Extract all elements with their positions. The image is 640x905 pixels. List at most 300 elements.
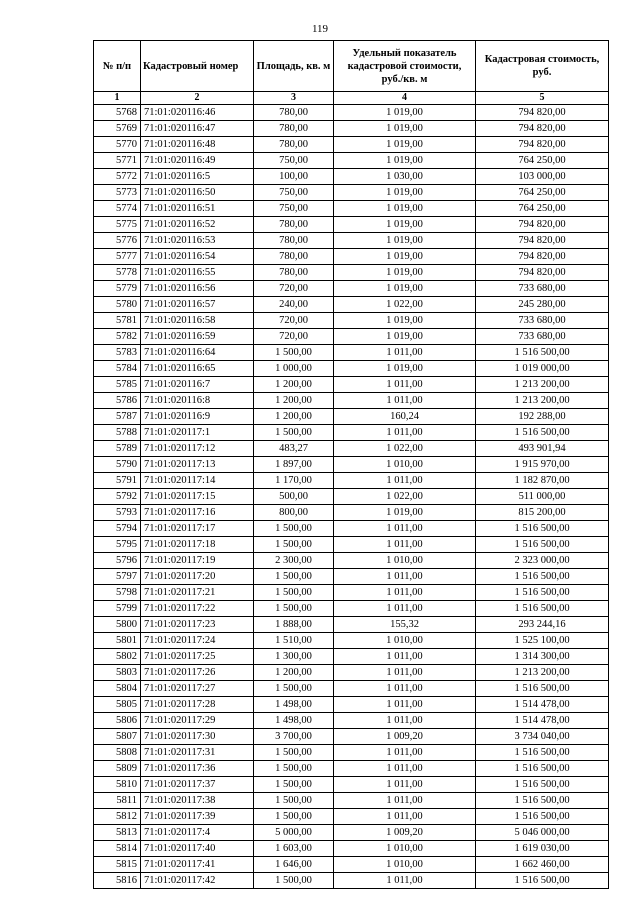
cadastral-value-cell: 1 182 870,00 [476,473,609,489]
unit-value-cell: 1 009,20 [334,729,476,745]
table-row [94,585,609,601]
cadastral-value-cell: 192 288,00 [476,409,609,425]
row-number-cell: 5798 [94,585,141,601]
unit-value-cell: 1 022,00 [334,297,476,313]
cadastral-value-cell: 1 619 030,00 [476,841,609,857]
column-number: 2 [141,92,254,105]
row-number-cell: 5779 [94,281,141,297]
row-number-cell: 5771 [94,153,141,169]
cadastral-number-cell: 71:01:020117:36 [141,761,254,777]
unit-value-cell: 1 010,00 [334,633,476,649]
table-row [94,681,609,697]
area-cell: 1 500,00 [254,585,334,601]
cadastral-number-cell: 71:01:020117:29 [141,713,254,729]
cadastral-value-cell: 1 516 500,00 [476,521,609,537]
unit-value-cell: 1 011,00 [334,473,476,489]
cadastral-number-cell: 71:01:020117:38 [141,793,254,809]
cadastral-number-cell: 71:01:020117:42 [141,873,254,889]
table-row [94,873,609,889]
row-number-cell: 5802 [94,649,141,665]
area-cell: 1 500,00 [254,777,334,793]
area-cell: 780,00 [254,217,334,233]
cadastral-value-cell: 293 244,16 [476,617,609,633]
table-row [94,553,609,569]
unit-value-cell: 1 011,00 [334,537,476,553]
row-number-cell: 5770 [94,137,141,153]
table-row [94,649,609,665]
cadastral-value-cell: 764 250,00 [476,185,609,201]
table-row [94,153,609,169]
unit-value-cell: 160,24 [334,409,476,425]
cadastral-number-cell: 71:01:020117:24 [141,633,254,649]
unit-value-cell: 1 019,00 [334,137,476,153]
table-row [94,825,609,841]
row-number-cell: 5816 [94,873,141,889]
row-number-cell: 5793 [94,505,141,521]
area-cell: 240,00 [254,297,334,313]
cadastral-number-cell: 71:01:020117:37 [141,777,254,793]
table-row [94,489,609,505]
table-row [94,841,609,857]
area-cell: 780,00 [254,249,334,265]
cadastral-value-cell: 5 046 000,00 [476,825,609,841]
cadastral-number-cell: 71:01:020116:49 [141,153,254,169]
unit-value-cell: 1 030,00 [334,169,476,185]
area-cell: 1 510,00 [254,633,334,649]
unit-value-cell: 1 010,00 [334,553,476,569]
unit-value-cell: 1 011,00 [334,393,476,409]
table-row [94,217,609,233]
row-number-cell: 5801 [94,633,141,649]
table-row [94,425,609,441]
header-row [94,41,609,92]
cadastral-value-cell: 1 516 500,00 [476,585,609,601]
table-row [94,665,609,681]
table-row [94,761,609,777]
cadastral-value-cell: 733 680,00 [476,329,609,345]
unit-value-cell: 1 022,00 [334,489,476,505]
unit-value-cell: 1 011,00 [334,569,476,585]
row-number-cell: 5815 [94,857,141,873]
row-number-cell: 5799 [94,601,141,617]
cadastral-value-cell: 1 915 970,00 [476,457,609,473]
table-row [94,793,609,809]
area-cell: 720,00 [254,329,334,345]
table-row [94,265,609,281]
unit-value-cell: 1 011,00 [334,345,476,361]
row-number-cell: 5806 [94,713,141,729]
unit-value-cell: 1 011,00 [334,601,476,617]
area-cell: 1 000,00 [254,361,334,377]
table-row [94,201,609,217]
row-number-cell: 5796 [94,553,141,569]
table-row [94,297,609,313]
table-row [94,393,609,409]
row-number-cell: 5797 [94,569,141,585]
unit-value-cell: 1 011,00 [334,809,476,825]
area-cell: 1 300,00 [254,649,334,665]
cadastral-number-cell: 71:01:020116:53 [141,233,254,249]
area-cell: 800,00 [254,505,334,521]
cadastral-number-cell: 71:01:020116:65 [141,361,254,377]
unit-value-cell: 1 011,00 [334,777,476,793]
row-number-cell: 5782 [94,329,141,345]
cadastral-value-cell: 1 516 500,00 [476,809,609,825]
area-cell: 1 498,00 [254,697,334,713]
table-row [94,633,609,649]
table-row [94,329,609,345]
table-row [94,505,609,521]
row-number-cell: 5786 [94,393,141,409]
table-row [94,473,609,489]
cadastral-number-cell: 71:01:020117:16 [141,505,254,521]
unit-value-cell: 1 011,00 [334,665,476,681]
table-row [94,121,609,137]
cadastral-number-cell: 71:01:020117:27 [141,681,254,697]
area-cell: 1 200,00 [254,665,334,681]
table-row [94,233,609,249]
unit-value-cell: 1 011,00 [334,649,476,665]
cadastral-value-cell: 1 314 300,00 [476,649,609,665]
table-row [94,457,609,473]
area-cell: 1 500,00 [254,761,334,777]
cadastral-value-cell: 245 280,00 [476,297,609,313]
row-number-cell: 5814 [94,841,141,857]
cadastral-value-cell: 1 516 500,00 [476,601,609,617]
table-row [94,697,609,713]
area-cell: 780,00 [254,105,334,121]
table-row [94,777,609,793]
unit-value-cell: 1 019,00 [334,361,476,377]
cadastral-number-cell: 71:01:020117:1 [141,425,254,441]
unit-value-cell: 1 022,00 [334,441,476,457]
unit-value-cell: 1 019,00 [334,201,476,217]
area-cell: 1 500,00 [254,793,334,809]
cadastral-value-cell: 1 514 478,00 [476,713,609,729]
cadastral-number-cell: 71:01:020117:12 [141,441,254,457]
area-cell: 1 500,00 [254,521,334,537]
unit-value-cell: 1 011,00 [334,521,476,537]
area-cell: 1 498,00 [254,713,334,729]
cadastral-number-cell: 71:01:020117:13 [141,457,254,473]
row-number-cell: 5773 [94,185,141,201]
table-row [94,537,609,553]
header-unit-value: Удельный показатель кадастровой стоимости, руб./кв. м [334,41,476,92]
table-row [94,521,609,537]
table-row [94,441,609,457]
cadastral-number-cell: 71:01:020117:18 [141,537,254,553]
table-row [94,857,609,873]
cadastral-number-cell: 71:01:020116:54 [141,249,254,265]
cadastral-number-cell: 71:01:020116:55 [141,265,254,281]
cadastral-value-cell: 794 820,00 [476,137,609,153]
cadastral-number-cell: 71:01:020117:21 [141,585,254,601]
row-number-cell: 5792 [94,489,141,505]
cadastral-value-cell: 1 516 500,00 [476,681,609,697]
cadastral-number-cell: 71:01:020117:19 [141,553,254,569]
cadastral-value-cell: 1 516 500,00 [476,793,609,809]
cadastral-number-cell: 71:01:020116:7 [141,377,254,393]
row-number-cell: 5769 [94,121,141,137]
table-row [94,745,609,761]
table-body [94,105,609,889]
area-cell: 500,00 [254,489,334,505]
row-number-cell: 5772 [94,169,141,185]
row-number-cell: 5787 [94,409,141,425]
cadastral-number-cell: 71:01:020117:23 [141,617,254,633]
cadastral-value-cell: 794 820,00 [476,233,609,249]
cadastral-number-cell: 71:01:020117:39 [141,809,254,825]
table-row [94,409,609,425]
area-cell: 1 500,00 [254,569,334,585]
cadastral-value-cell: 1 019 000,00 [476,361,609,377]
unit-value-cell: 1 011,00 [334,873,476,889]
row-number-cell: 5800 [94,617,141,633]
area-cell: 780,00 [254,121,334,137]
unit-value-cell: 1 019,00 [334,121,476,137]
area-cell: 1 500,00 [254,537,334,553]
row-number-cell: 5813 [94,825,141,841]
cadastral-number-cell: 71:01:020116:58 [141,313,254,329]
table-row [94,137,609,153]
unit-value-cell: 1 019,00 [334,265,476,281]
unit-value-cell: 1 011,00 [334,697,476,713]
cadastral-value-cell: 764 250,00 [476,201,609,217]
cadastral-value-cell: 493 901,94 [476,441,609,457]
area-cell: 780,00 [254,233,334,249]
area-cell: 1 603,00 [254,841,334,857]
table-row [94,249,609,265]
table-row [94,169,609,185]
area-cell: 1 646,00 [254,857,334,873]
area-cell: 1 500,00 [254,345,334,361]
cadastral-number-cell: 71:01:020117:26 [141,665,254,681]
area-cell: 750,00 [254,153,334,169]
cadastral-value-cell: 1 516 500,00 [476,761,609,777]
column-number: 5 [476,92,609,105]
row-number-cell: 5794 [94,521,141,537]
area-cell: 720,00 [254,313,334,329]
area-cell: 780,00 [254,265,334,281]
table-row [94,377,609,393]
unit-value-cell: 1 011,00 [334,745,476,761]
cadastral-number-cell: 71:01:020117:28 [141,697,254,713]
cadastral-value-cell: 1 516 500,00 [476,745,609,761]
unit-value-cell: 1 011,00 [334,761,476,777]
cadastral-value-cell: 1 213 200,00 [476,393,609,409]
area-cell: 1 500,00 [254,681,334,697]
row-number-cell: 5809 [94,761,141,777]
cadastral-number-cell: 71:01:020116:64 [141,345,254,361]
unit-value-cell: 1 011,00 [334,681,476,697]
row-number-cell: 5810 [94,777,141,793]
unit-value-cell: 1 019,00 [334,105,476,121]
unit-value-cell: 1 009,20 [334,825,476,841]
cadastral-number-cell: 71:01:020116:56 [141,281,254,297]
row-number-cell: 5805 [94,697,141,713]
unit-value-cell: 1 019,00 [334,281,476,297]
table-row [94,281,609,297]
area-cell: 1 170,00 [254,473,334,489]
cadastral-value-cell: 3 734 040,00 [476,729,609,745]
cadastral-number-cell: 71:01:020116:9 [141,409,254,425]
unit-value-cell: 1 011,00 [334,585,476,601]
row-number-cell: 5788 [94,425,141,441]
row-number-cell: 5791 [94,473,141,489]
cadastral-value-cell: 1 516 500,00 [476,873,609,889]
row-number-cell: 5778 [94,265,141,281]
cadastral-value-cell: 1 516 500,00 [476,345,609,361]
area-cell: 1 500,00 [254,873,334,889]
table-row [94,601,609,617]
cadastral-number-cell: 71:01:020116:52 [141,217,254,233]
row-number-cell: 5777 [94,249,141,265]
unit-value-cell: 1 019,00 [334,505,476,521]
table-row [94,713,609,729]
cadastral-value-cell: 733 680,00 [476,313,609,329]
cadastral-number-cell: 71:01:020116:51 [141,201,254,217]
row-number-cell: 5781 [94,313,141,329]
cadastral-number-cell: 71:01:020117:17 [141,521,254,537]
row-number-cell: 5812 [94,809,141,825]
cadastral-number-cell: 71:01:020117:14 [141,473,254,489]
table-row [94,185,609,201]
area-cell: 750,00 [254,185,334,201]
area-cell: 3 700,00 [254,729,334,745]
unit-value-cell: 1 019,00 [334,153,476,169]
area-cell: 780,00 [254,137,334,153]
header-row-number: № п/п [94,41,141,92]
cadastral-number-cell: 71:01:020116:50 [141,185,254,201]
unit-value-cell: 1 011,00 [334,425,476,441]
cadastral-number-cell: 71:01:020117:31 [141,745,254,761]
cadastral-number-cell: 71:01:020117:15 [141,489,254,505]
area-cell: 720,00 [254,281,334,297]
cadastral-value-cell: 1 213 200,00 [476,377,609,393]
unit-value-cell: 1 011,00 [334,713,476,729]
area-cell: 1 500,00 [254,809,334,825]
cadastral-number-cell: 71:01:020117:20 [141,569,254,585]
cadastral-value-cell: 764 250,00 [476,153,609,169]
cadastral-number-cell: 71:01:020117:40 [141,841,254,857]
cadastral-value-cell: 1 516 500,00 [476,569,609,585]
unit-value-cell: 1 019,00 [334,233,476,249]
header-cadastral-value: Кадастровая стоимость, руб. [476,41,609,92]
cadastral-value-cell: 1 516 500,00 [476,425,609,441]
unit-value-cell: 1 011,00 [334,793,476,809]
cadastral-value-cell: 794 820,00 [476,249,609,265]
header-cadastral-number: Кадастровый номер [141,41,254,92]
cadastral-number-cell: 71:01:020116:8 [141,393,254,409]
row-number-cell: 5780 [94,297,141,313]
cadastral-value-cell: 1 514 478,00 [476,697,609,713]
cadastral-number-cell: 71:01:020116:57 [141,297,254,313]
area-cell: 1 500,00 [254,601,334,617]
table-row [94,313,609,329]
row-number-cell: 5776 [94,233,141,249]
table-row [94,361,609,377]
row-number-cell: 5784 [94,361,141,377]
area-cell: 750,00 [254,201,334,217]
table-row [94,729,609,745]
cadastral-value-cell: 1 525 100,00 [476,633,609,649]
unit-value-cell: 1 019,00 [334,329,476,345]
cadastral-number-cell: 71:01:020116:47 [141,121,254,137]
cadastral-number-cell: 71:01:020117:25 [141,649,254,665]
area-cell: 1 200,00 [254,377,334,393]
cadastral-value-cell: 794 820,00 [476,217,609,233]
cadastral-number-cell: 71:01:020117:41 [141,857,254,873]
cadastral-value-cell: 1 662 460,00 [476,857,609,873]
row-number-cell: 5807 [94,729,141,745]
row-number-cell: 5789 [94,441,141,457]
cadastral-number-cell: 71:01:020117:30 [141,729,254,745]
row-number-cell: 5811 [94,793,141,809]
cadastral-value-cell: 1 516 500,00 [476,777,609,793]
table-row [94,105,609,121]
cadastral-number-cell: 71:01:020116:48 [141,137,254,153]
header-area: Площадь, кв. м [254,41,334,92]
cadastral-number-cell: 71:01:020117:22 [141,601,254,617]
row-number-cell: 5783 [94,345,141,361]
cadastral-value-cell: 1 213 200,00 [476,665,609,681]
row-number-cell: 5790 [94,457,141,473]
row-number-cell: 5785 [94,377,141,393]
area-cell: 483,27 [254,441,334,457]
table-row [94,617,609,633]
cadastral-value-cell: 103 000,00 [476,169,609,185]
area-cell: 1 500,00 [254,425,334,441]
table-row [94,345,609,361]
unit-value-cell: 1 010,00 [334,457,476,473]
cadastral-number-cell: 71:01:020116:5 [141,169,254,185]
unit-value-cell: 1 019,00 [334,185,476,201]
area-cell: 5 000,00 [254,825,334,841]
cadastral-number-cell: 71:01:020117:4 [141,825,254,841]
unit-value-cell: 1 010,00 [334,857,476,873]
cadastral-value-cell: 1 516 500,00 [476,537,609,553]
cadastral-number-cell: 71:01:020116:59 [141,329,254,345]
page-number: 119 [311,23,329,35]
column-number-row [94,92,609,105]
row-number-cell: 5803 [94,665,141,681]
row-number-cell: 5808 [94,745,141,761]
row-number-cell: 5804 [94,681,141,697]
table-row [94,569,609,585]
column-number: 3 [254,92,334,105]
area-cell: 1 200,00 [254,393,334,409]
unit-value-cell: 1 019,00 [334,313,476,329]
cadastral-value-cell: 794 820,00 [476,105,609,121]
column-number: 4 [334,92,476,105]
row-number-cell: 5795 [94,537,141,553]
unit-value-cell: 1 011,00 [334,377,476,393]
row-number-cell: 5775 [94,217,141,233]
area-cell: 2 300,00 [254,553,334,569]
area-cell: 1 897,00 [254,457,334,473]
column-number: 1 [94,92,141,105]
unit-value-cell: 155,32 [334,617,476,633]
area-cell: 1 888,00 [254,617,334,633]
unit-value-cell: 1 010,00 [334,841,476,857]
table-row [94,809,609,825]
cadastral-table [93,40,609,889]
area-cell: 1 200,00 [254,409,334,425]
cadastral-value-cell: 511 000,00 [476,489,609,505]
row-number-cell: 5774 [94,201,141,217]
row-number-cell: 5768 [94,105,141,121]
area-cell: 1 500,00 [254,745,334,761]
